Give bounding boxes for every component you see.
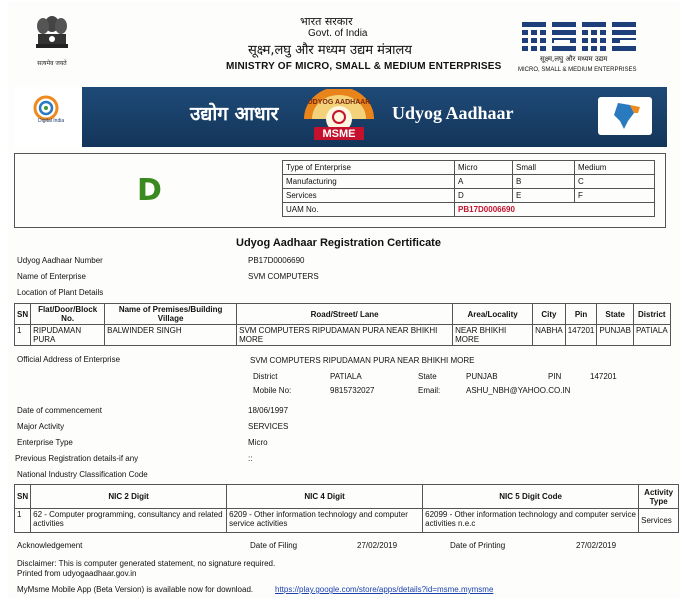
column-header: SN xyxy=(15,304,31,325)
table-row xyxy=(15,509,679,533)
table-cell: PATIALA xyxy=(633,325,670,346)
table-cell: 1 xyxy=(15,325,31,346)
micro-header: Micro xyxy=(455,161,513,175)
table-header-row xyxy=(15,485,679,509)
column-header: SN xyxy=(15,485,31,509)
services-label: Services xyxy=(283,189,455,203)
manufacturing-medium: C xyxy=(575,175,655,189)
table-cell: 62099 - Other information technology and computer service activities n.e.c xyxy=(423,509,639,533)
small-header: Small xyxy=(513,161,575,175)
state-label: State xyxy=(418,372,437,381)
table-cell: 1 xyxy=(15,509,31,533)
pin-label: PIN xyxy=(548,372,562,381)
table-cell: PUNJAB xyxy=(597,325,634,346)
udyog-aadhaar-number-label: Udyog Aadhaar Number xyxy=(17,256,103,265)
date-of-printing-value: 27/02/2019 xyxy=(576,541,617,550)
email-value: ASHU_NBH@YAHOO.CO.IN xyxy=(466,386,571,395)
seal-bottom-text: MSME xyxy=(322,128,356,140)
column-header: NIC 4 Digit xyxy=(227,485,423,509)
column-header: Area/Locality xyxy=(453,304,533,325)
table-cell: RIPUDAMAN PURA xyxy=(31,325,105,346)
table-row xyxy=(283,189,655,203)
previous-registration-value: :: xyxy=(248,454,253,463)
udyog-aadhaar-seal-icon xyxy=(300,89,378,141)
district-value: PATIALA xyxy=(330,372,362,381)
column-header: City xyxy=(533,304,566,325)
column-header: State xyxy=(597,304,634,325)
type-of-enterprise-header: Type of Enterprise xyxy=(283,161,455,175)
india-map-icon xyxy=(600,99,650,133)
header-govt-of-india: Govt. of India xyxy=(308,28,368,39)
column-header: Activity Type xyxy=(639,485,679,509)
table-header-row xyxy=(15,304,671,325)
svg-text:सत्यमेव जयते: सत्यमेव जयते xyxy=(37,60,67,67)
enterprise-name-label: Name of Enterprise xyxy=(17,272,86,281)
commencement-value: 18/06/1997 xyxy=(248,406,289,415)
column-header: Road/Street/ Lane xyxy=(237,304,453,325)
msme-english-caption: MICRO, SMALL & MEDIUM ENTERPRISES xyxy=(518,67,637,73)
uam-value: PB17D0006690 xyxy=(455,203,655,217)
mobile-label: Mobile No: xyxy=(253,386,292,395)
printed-from-text: Printed from udyogaadhaar.gov.in xyxy=(17,569,137,578)
date-of-filing-value: 27/02/2019 xyxy=(357,541,398,550)
msme-logo xyxy=(520,18,638,54)
table-cell: NABHA xyxy=(533,325,566,346)
table-cell: BALWINDER SINGH xyxy=(105,325,237,346)
table-cell: 147201 xyxy=(565,325,597,346)
plant-location-label: Location of Plant Details xyxy=(17,288,104,297)
pin-value: 147201 xyxy=(590,372,617,381)
digital-india-label: Digital India xyxy=(38,118,65,124)
table-cell: 6209 - Other information technology and computer service activities xyxy=(227,509,423,533)
major-activity-label: Major Activity xyxy=(17,422,65,431)
table-cell: SVM COMPUTERS RIPUDAMAN PURA NEAR BHIKHI MORE xyxy=(237,325,453,346)
column-header: District xyxy=(633,304,670,325)
acknowledgement-label: Acknowledgement xyxy=(17,541,83,550)
services-micro: D xyxy=(455,189,513,203)
date-of-printing-label: Date of Printing xyxy=(450,541,506,550)
banner-hindi-title: उद्योग आधार xyxy=(190,103,279,125)
official-address-value: SVM COMPUTERS RIPUDAMAN PURA NEAR BHIKHI MORE xyxy=(250,356,475,365)
column-header: Pin xyxy=(565,304,597,325)
table-cell: NEAR BHIKHI MORE xyxy=(453,325,533,346)
plant-details-table xyxy=(14,303,671,346)
manufacturing-small: B xyxy=(513,175,575,189)
enterprise-type-table xyxy=(282,160,655,217)
services-small: E xyxy=(513,189,575,203)
header-hindi-govt: भारत सरकार xyxy=(300,15,353,28)
mobile-app-text: MyMsme Mobile App (Beta Version) is available now for download. xyxy=(17,585,254,594)
state-value: PUNJAB xyxy=(466,372,498,381)
uam-label: UAM No. xyxy=(283,203,455,217)
major-activity-value: SERVICES xyxy=(248,422,289,431)
certificate-title: Udyog Aadhaar Registration Certificate xyxy=(236,237,441,249)
email-label: Email: xyxy=(418,386,441,395)
msme-hindi-caption: सूक्ष्म,लघु और मध्यम उद्यम xyxy=(540,55,608,63)
services-medium: F xyxy=(575,189,655,203)
table-row xyxy=(283,161,655,175)
udyog-aadhaar-number-value: PB17D0006690 xyxy=(248,256,305,265)
national-emblem-icon xyxy=(32,10,72,78)
column-header: NIC 2 Digit xyxy=(31,485,227,509)
enterprise-category-letter: D xyxy=(137,173,162,208)
enterprise-type-value: Micro xyxy=(248,438,268,447)
header-hindi-ministry: सूक्ष्म,लघु और मध्यम उद्यम मंत्रालय xyxy=(248,43,412,58)
previous-registration-label: Previous Registration details-if any xyxy=(15,454,139,463)
date-of-filing-label: Date of Filing xyxy=(250,541,298,550)
nic-label: National Industry Classification Code xyxy=(17,470,148,479)
header-ministry: MINISTRY OF MICRO, SMALL & MEDIUM ENTERPRISES xyxy=(226,61,502,72)
enterprise-name-value: SVM COMPUTERS xyxy=(248,272,319,281)
enterprise-type-label: Enterprise Type xyxy=(17,438,73,447)
column-header: Flat/Door/Block No. xyxy=(31,304,105,325)
column-header: NIC 5 Digit Code xyxy=(423,485,639,509)
table-row xyxy=(283,175,655,189)
banner-english-title: Udyog Aadhaar xyxy=(392,103,514,123)
table-row xyxy=(15,325,671,346)
manufacturing-micro: A xyxy=(455,175,513,189)
table-row xyxy=(283,203,655,217)
district-label: District xyxy=(253,372,278,381)
column-header: Name of Premises/Building Village xyxy=(105,304,237,325)
digital-india-icon xyxy=(24,92,70,132)
official-address-label: Official Address of Enterprise xyxy=(17,355,121,364)
table-cell: 62 - Computer programming, consultancy and related activities xyxy=(31,509,227,533)
manufacturing-label: Manufacturing xyxy=(283,175,455,189)
nic-table xyxy=(14,484,679,533)
commencement-label: Date of commencement xyxy=(17,406,102,415)
mobile-app-link[interactable]: https://play.google.com/store/apps/details?id=msme.mymsme xyxy=(275,585,494,594)
mobile-value: 9815732027 xyxy=(330,386,375,395)
disclaimer-text: Disclaimer: This is computer generated statement, no signature required. xyxy=(17,559,276,568)
table-cell: Services xyxy=(639,509,679,533)
seal-top-text: UDYOG AADHAAR xyxy=(307,99,371,106)
medium-header: Medium xyxy=(575,161,655,175)
